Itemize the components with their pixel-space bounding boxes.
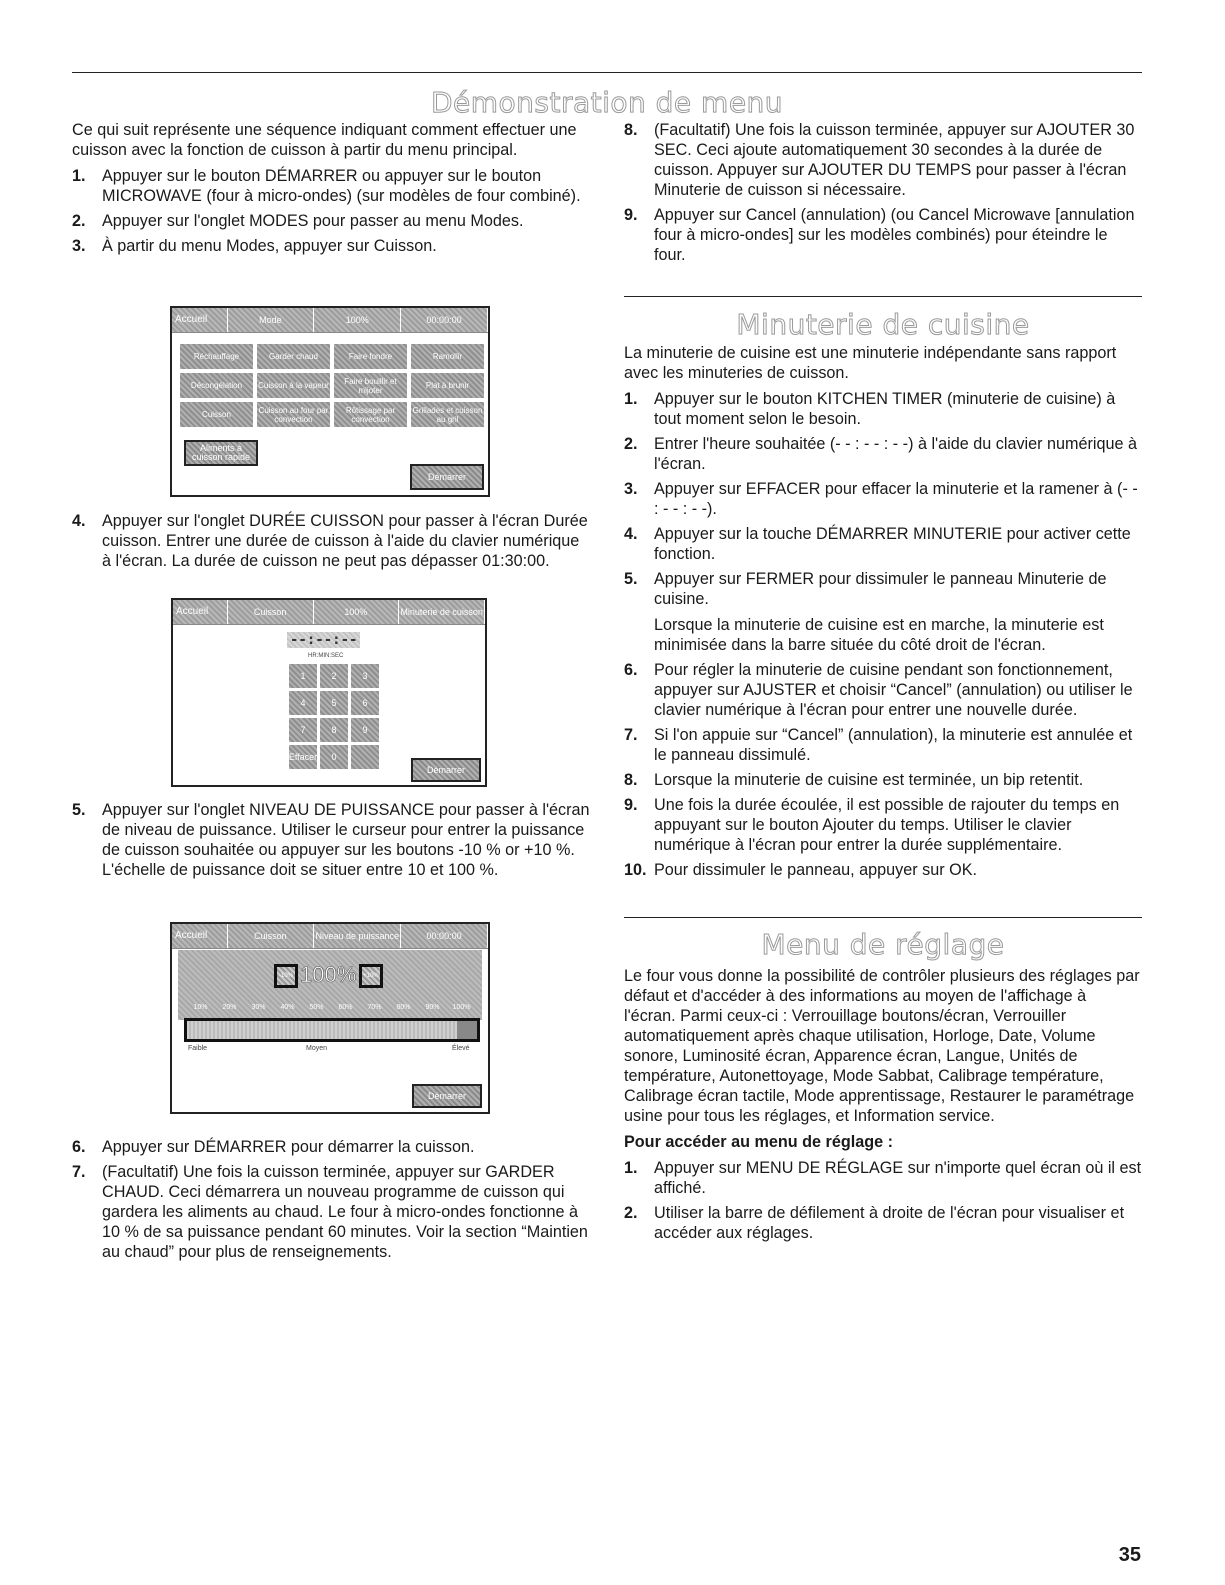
mode-button: Cuisson à la vapeur	[257, 373, 330, 398]
list-item: 8. Lorsque la minuterie de cuisine est terminée, un bip retentit.	[624, 771, 1084, 789]
steps-c-block	[624, 120, 1142, 270]
scale-tick-label: 100%	[452, 1004, 471, 1011]
key: 4	[289, 691, 317, 715]
cook-time-screenshot	[171, 598, 487, 787]
tab-time: 00:00:00	[401, 924, 488, 948]
scale-tick-label: 70%	[367, 1004, 382, 1011]
step5-block	[72, 800, 590, 885]
mode-button: Grillades et cuisson au gril	[411, 402, 484, 427]
mode-button: Ramollir	[411, 344, 484, 369]
mode-button: Rôtissage par convection	[334, 402, 407, 427]
mode-button: Plat à brunir	[411, 373, 484, 398]
time-format-label: HR:MIN:SEC	[308, 653, 344, 659]
mode-button: Garder chaud	[257, 344, 330, 369]
timer-intro: La minuterie de cuisine est une minuterie indépendante sans rapport avec les minuteries de cuisson.	[624, 344, 1117, 382]
settings-block	[624, 966, 1142, 1248]
key: 6	[351, 691, 379, 715]
plus-10-button: +10%	[359, 964, 383, 988]
scale-tick-label: 80%	[396, 1004, 411, 1011]
mode-button: Faire bouillir et mijoter	[334, 373, 407, 398]
mid-label: Moyen	[306, 1045, 328, 1052]
steps-b-block	[72, 1137, 590, 1267]
steps-a-list	[72, 166, 590, 256]
tab-power: 100%	[314, 600, 400, 624]
tab-home: Accueil	[173, 600, 228, 624]
tab-mode: Mode	[228, 308, 315, 332]
quick-cook-button: Aliments à cuisson rapide	[184, 440, 258, 466]
list-item: 3. À partir du menu Modes, appuyer sur Cuisson.	[72, 237, 437, 255]
start-button: Démarrer	[411, 758, 481, 782]
tab-bar	[173, 600, 485, 625]
start-button: Démarrer	[412, 1084, 482, 1108]
tab-cook: Cuisson	[228, 924, 315, 948]
tab-cook: Cuisson	[228, 600, 314, 624]
mode-button: Cuisson au four par convection	[257, 402, 330, 427]
key: 5	[320, 691, 348, 715]
start-button: Démarrer	[410, 464, 484, 490]
list-item: 5. Appuyer sur FERMER pour dissimuler le panneau Minuterie de cuisine. Lorsque la minuterie de cuisine est en marche, la minuterie est minimisée dans la barre située du côté droit de l'écran.	[624, 569, 1142, 655]
key: 7	[289, 718, 317, 742]
left-column	[72, 120, 590, 261]
scale-tick-label: 60%	[338, 1004, 353, 1011]
scale-tick-label: 10%	[193, 1004, 208, 1011]
top-rule	[72, 72, 1142, 73]
slider-thumb	[457, 1021, 477, 1039]
low-label: Faible	[188, 1045, 208, 1052]
tab-time: 00:00:00	[401, 308, 488, 332]
list-item: 4. Appuyer sur la touche DÉMARRER MINUTERIE pour activer cette fonction.	[624, 525, 1131, 563]
mode-button: Réchauffage	[180, 344, 253, 369]
power-level-screenshot	[170, 922, 490, 1114]
key-clear: Effacer	[289, 745, 317, 769]
list-item: 2. Appuyer sur l'onglet MODES pour passer au menu Modes.	[72, 212, 524, 230]
tab-home: Accueil	[172, 924, 228, 948]
list-item: 6. Pour régler la minuterie de cuisine pendant son fonctionnement, appuyer sur AJUSTER et choisir “Cancel” (annulation) ou utiliser le clavier numérique à l'écran pour entrer une nouvelle durée.	[624, 661, 1133, 719]
list-item: 9. Une fois la durée écoulée, il est possible de rajouter du temps en appuyant sur le bouton Ajouter du temps. Utiliser le clavier numérique à l'écran pour entrer la durée supplémentaire.	[624, 796, 1120, 854]
settings-rule	[624, 917, 1142, 918]
list-item: 10. Pour dissimuler le panneau, appuyer sur OK.	[624, 861, 978, 879]
list-item: 1. Appuyer sur le bouton DÉMARRER ou appuyer sur le bouton MICROWAVE (four à micro-ondes) (sur modèles de four combiné).	[72, 167, 581, 205]
key: 8	[320, 718, 348, 742]
settings-steps	[624, 1158, 1142, 1243]
mode-button: Faire fondre	[334, 344, 407, 369]
power-scale	[186, 1004, 476, 1011]
list-item: 6. Appuyer sur DÉMARRER pour démarrer la cuisson.	[72, 1138, 475, 1156]
list-item: 3. Appuyer sur EFFACER pour effacer la minuterie et la ramener à (- - : - - : - -).	[624, 480, 1138, 518]
list-item: 8. (Facultatif) Une fois la cuisson terminée, appuyer sur AJOUTER 30 SEC. Ceci ajoute automatiquement 30 secondes à la durée de cuisson. Appuyer sur AJOUTER DU TEMPS pour passer à l'écran Minuterie de cuisson si nécessaire.	[624, 121, 1135, 199]
tab-power-level: Niveau de puissance	[314, 924, 401, 948]
tab-home: Accueil	[172, 308, 228, 332]
power-percent: 100%	[300, 962, 357, 987]
key: 9	[351, 718, 379, 742]
tab-cook-timer: Minuterie de cuisson	[399, 600, 485, 624]
key: 0	[320, 745, 348, 769]
list-item: 7. (Facultatif) Une fois la cuisson terminée, appuyer sur GARDER CHAUD. Ceci démarrera un nouveau programme de cuisson qui gardera les aliments au chaud. Le four à micro-ondes fonctionne à 10 % de sa puissance pendant 60 minutes. Voir la section “Maintien au chaud” pour plus de renseignements.	[72, 1163, 588, 1261]
key: 3	[351, 664, 379, 688]
key-blank	[351, 745, 379, 769]
key: 2	[320, 664, 348, 688]
page-number: 35	[1118, 1544, 1141, 1566]
mode-button-cuisson: Cuisson	[180, 402, 253, 427]
demo-title: Démonstration de menu	[430, 86, 784, 119]
time-display: --:--:--	[287, 632, 360, 648]
list-item: 7. Si l'on appuie sur “Cancel” (annulation), la minuterie est annulée et le panneau dissimulé.	[624, 726, 1133, 764]
settings-subhead: Pour accéder au menu de réglage :	[624, 1133, 893, 1151]
scale-tick-label: 50%	[309, 1004, 324, 1011]
timer-step5-note: Lorsque la minuterie de cuisine est en marche, la minuterie est minimisée dans la barre située du côté droit de l'écran.	[654, 616, 1104, 654]
step4-block	[72, 511, 590, 576]
list-item: 4. Appuyer sur l'onglet DURÉE CUISSON pour passer à l'écran Durée cuisson. Entrer une durée de cuisson à l'aide du clavier numérique à l'écran. La durée de cuisson ne peut pas dépasser 01:30:00.	[72, 512, 588, 570]
tab-bar	[172, 308, 488, 333]
list-item: 2. Utiliser la barre de défilement à droite de l'écran pour visualiser et accéder aux réglages.	[624, 1204, 1125, 1242]
mode-button: Décongélation	[180, 373, 253, 398]
timer-steps	[624, 389, 1142, 880]
scale-tick-label: 20%	[222, 1004, 237, 1011]
list-item: 2. Entrer l'heure souhaitée (- - : - - : - -) à l'aide du clavier numérique à l'écran.	[624, 435, 1138, 473]
timer-title: Minuterie de cuisine	[736, 308, 1030, 341]
demo-intro: Ce qui suit représente une séquence indiquant comment effectuer une cuisson avec la fonction de cuisson à partir du menu principal.	[72, 121, 577, 159]
high-label: Élevé	[452, 1045, 470, 1052]
tab-power: 100%	[314, 308, 401, 332]
list-item: 1. Appuyer sur le bouton KITCHEN TIMER (minuterie de cuisine) à tout moment selon le besoin.	[624, 390, 1116, 428]
scale-tick-label: 40%	[280, 1004, 295, 1011]
scale-tick-label: 90%	[425, 1004, 440, 1011]
scale-tick-label: 30%	[251, 1004, 266, 1011]
settings-intro: Le four vous donne la possibilité de contrôler plusieurs des réglages par défaut et d'accéder à des informations au moyen de l'affichage à l'écran. Parmi ceux-ci : Verrouillage boutons/écran, Verrouiller automatiquement après chaque utilisation, Horloge, Date, Volume sonore, Luminosité écran, Apparence écran, Langue, Unités de température, Autonettoyage, Mode Sabbat, Calibrage température, Calibrage écran tactile, Mode apprentissage, Restaurer le paramétrage usine pour tous les réglages, et Information service.	[624, 967, 1140, 1125]
timer-block	[624, 343, 1142, 885]
timer-rule	[624, 296, 1142, 297]
key: 1	[289, 664, 317, 688]
list-item: 1. Appuyer sur MENU DE RÉGLAGE sur n'importe quel écran où il est affiché.	[624, 1159, 1142, 1197]
tab-bar	[172, 924, 488, 949]
keypad	[289, 664, 379, 769]
modes-menu-screenshot	[170, 306, 490, 497]
minus-10-button: -10%	[274, 964, 298, 988]
power-slider	[184, 1018, 480, 1042]
mode-button-grid	[180, 344, 484, 427]
list-item: 5. Appuyer sur l'onglet NIVEAU DE PUISSANCE pour passer à l'écran de niveau de puissance. Utiliser le curseur pour entrer la puissance de cuisson souhaitée ou appuyer sur les boutons -10 % or +10 %. L'échelle de puissance doit se situer entre 10 et 100 %.	[72, 801, 590, 879]
list-item: 9. Appuyer sur Cancel (annulation) (ou Cancel Microwave [annulation four à micro-ondes] sur les modèles combinés) pour éteindre le four.	[624, 206, 1135, 264]
settings-title: Menu de réglage	[761, 928, 1005, 961]
